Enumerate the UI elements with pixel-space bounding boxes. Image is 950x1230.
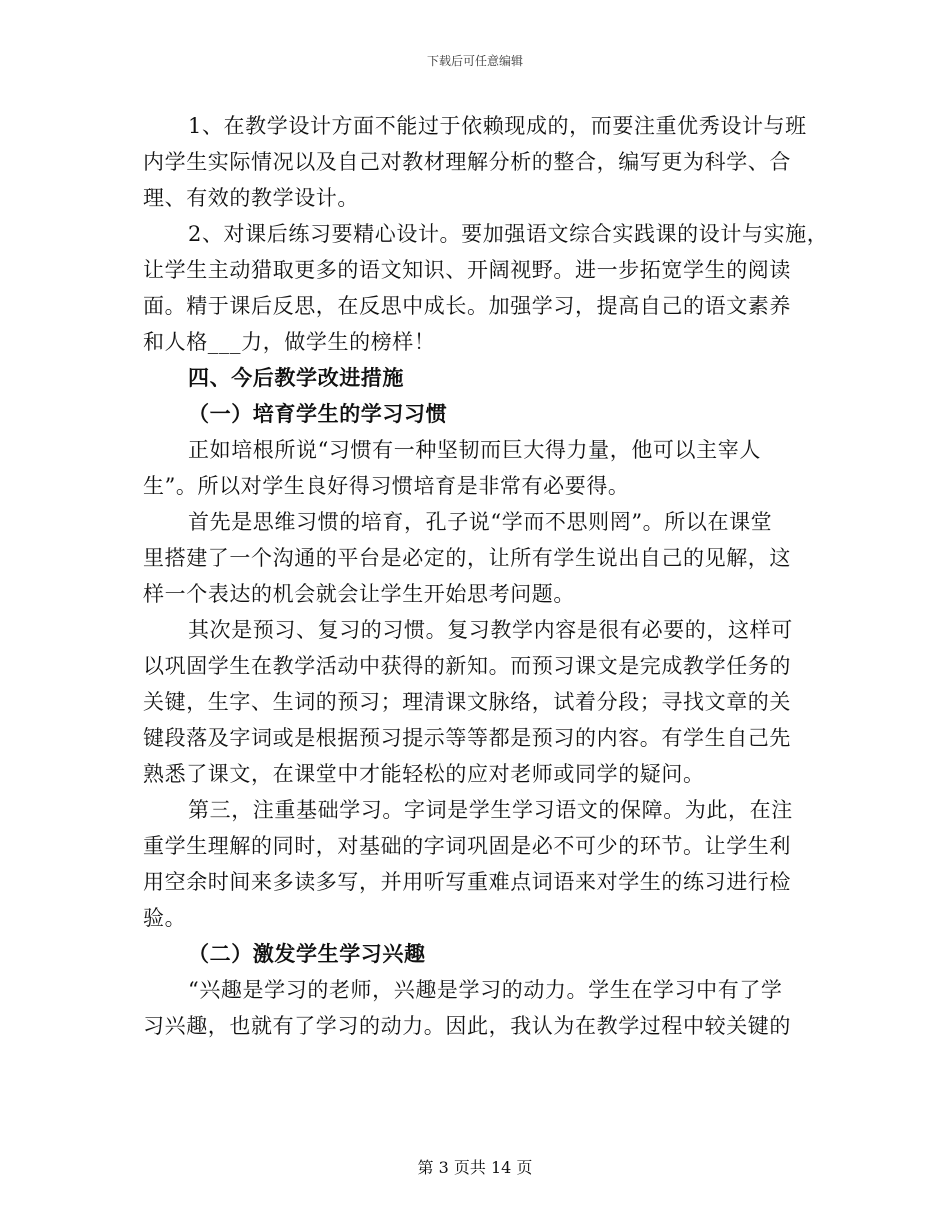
paragraph-line: 关键，生字、生词的预习；理清课文脉络，试着分段；寻找文章的关 [143,690,791,714]
paragraph-line: 首先是思维习惯的培育，孔子说“学而不思则罔”。所以在课堂 [188,510,773,534]
paragraph-line: 里搭建了一个沟通的平台是必定的，让所有学生说出自己的见解，这 [143,546,791,570]
paragraph-line: 样一个表达的机会就会让学生开始思考问题。 [143,582,575,606]
document-body [143,108,829,1044]
paragraph-line: 第三，注重基础学习。字词是学生学习语文的保障。为此，在注 [188,798,793,822]
page-number: 第 3 页共 14 页 [417,1158,533,1177]
paragraph-line: 正如培根所说“习惯有一种坚韧而巨大得力量，他可以主宰人 [188,438,761,462]
paragraph-line: 熟悉了课文，在课堂中才能轻松的应对老师或同学的疑问。 [143,762,705,786]
paragraph-line: 用空余时间来多读多写，并用听写重难点词语来对学生的练习进行检 [143,870,791,894]
paragraph-line: 以巩固学生在教学活动中获得的新知。而预习课文是完成教学任务的 [143,654,791,678]
paragraph-line: 生”。所以对学生良好得习惯培育是非常有必要得。 [143,474,630,498]
section-heading: 四、今后教学改进措施 [188,365,404,390]
paragraph-line: 和人格___力，做学生的榜样！ [143,330,436,354]
paragraph-line: 键段落及字词或是根据预习提示等等都是预习的内容。有学生自己先 [143,726,791,750]
paragraph-line: 内学生实际情况以及自己对教材理解分析的整合，编写更为科学、合 [143,150,791,174]
paragraph-line: 理、有效的教学设计。 [143,186,359,210]
subsection-heading: （二）激发学生学习兴趣 [188,941,426,966]
paragraph-line: 让学生主动猎取更多的语文知识、开阔视野。进一步拓宽学生的阅读 [143,258,791,282]
subsection-heading: （一）培育学生的学习习惯 [188,401,448,426]
page-header: 下载后可任意编辑 [426,54,523,68]
paragraph-line: 习兴趣，也就有了学习的动力。因此，我认为在教学过程中较关键的 [143,1014,791,1038]
paragraph-line: 其次是预习、复习的习惯。复习教学内容是很有必要的，这样可 [188,618,793,642]
paragraph-line: 验。 [143,906,187,930]
paragraph-line: 重学生理解的同时，对基础的字词巩固是必不可少的环节。让学生利 [143,834,791,858]
paragraph-line: “兴趣是学习的老师，兴趣是学习的动力。学生在学习中有了学 [188,978,783,1002]
paragraph-line: 面。精于课后反思，在反思中成长。加强学习，提高自己的语文素养 [143,294,791,318]
paragraph-line: 2、对课后练习要精心设计。要加强语文综合实践课的设计与实施， [188,222,829,246]
paragraph-line: 1、在教学设计方面不能过于依赖现成的，而要注重优秀设计与班 [188,114,807,138]
